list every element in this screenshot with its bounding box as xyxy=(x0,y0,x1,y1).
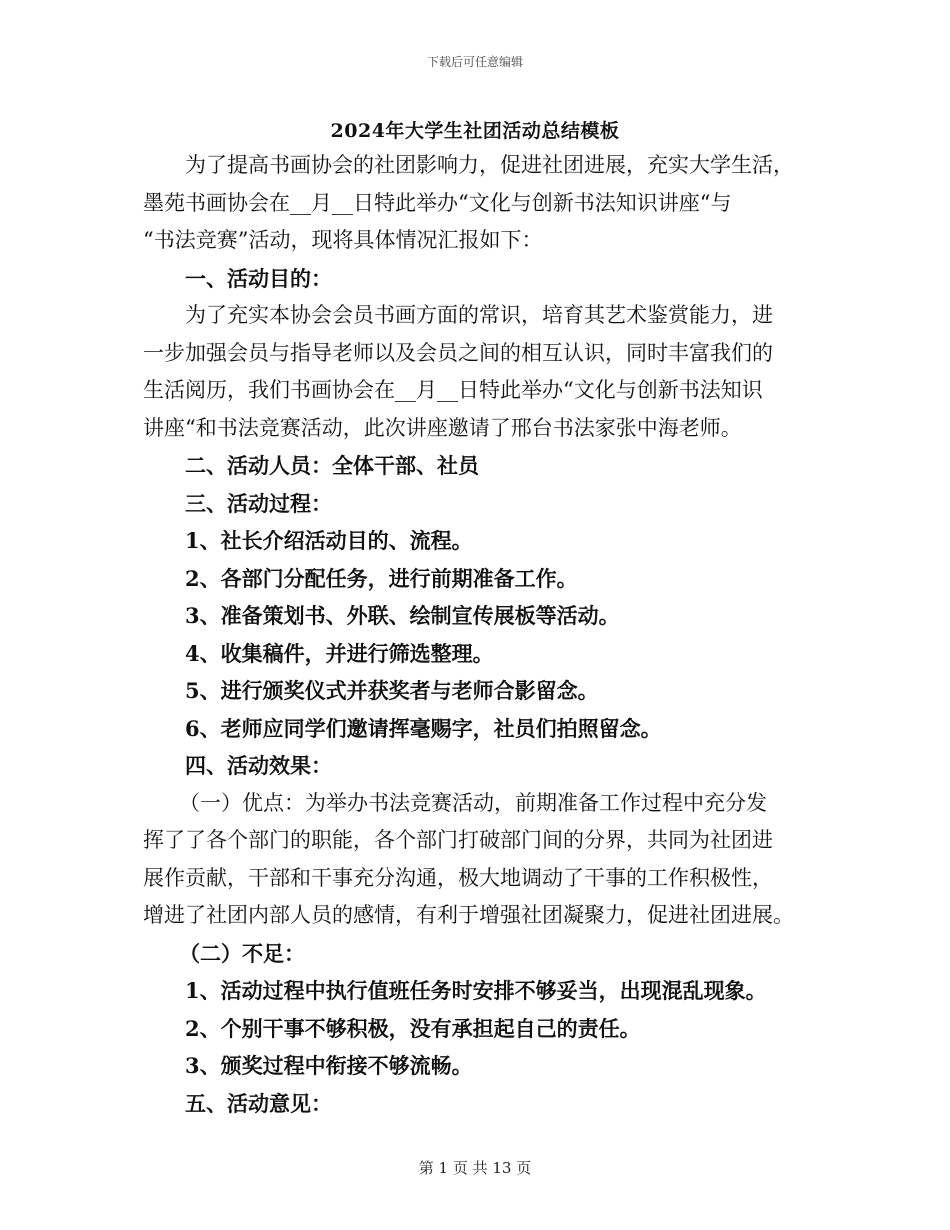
page-header-note: 下载后可任意编辑 xyxy=(426,55,523,69)
process-item: 4、收集稿件，并进行筛选整理。 xyxy=(185,640,494,666)
purpose-line: 生活阅历，我们书画协会在__月__日特此举办“文化与创新书法知识 xyxy=(143,378,763,402)
pros-line: 展作贡献，干部和干事充分沟通，极大地调动了干事的工作积极性， xyxy=(143,865,773,890)
section-heading-process: 三、活动过程： xyxy=(185,490,332,516)
process-item: 1、社长介绍活动目的、流程。 xyxy=(185,528,473,553)
intro-line: 墨苑书画协会在__月__日特此举办“文化与创新书法知识讲座“与 xyxy=(143,190,732,215)
section-heading-purpose: 一、活动目的： xyxy=(185,265,332,291)
page-number: 第 1 页 共 13 页 xyxy=(418,1159,532,1177)
section-heading-opinions: 五、活动意见： xyxy=(185,1090,332,1116)
process-item: 6、老师应同学们邀请挥毫赐字，社员们拍照留念。 xyxy=(185,715,662,741)
intro-line: “书法竞赛”活动，现将具体情况汇报如下： xyxy=(143,228,543,252)
cons-item: 2、个别干事不够积极，没有承担起自己的责任。 xyxy=(185,1015,641,1041)
pros-line: （一）优点：为举办书法竞赛活动，前期准备工作过程中充分发 xyxy=(179,790,767,815)
process-item: 5、进行颁奖仪式并获奖者与老师合影留念。 xyxy=(185,678,599,703)
cons-item: 3、颁奖过程中衔接不够流畅。 xyxy=(185,1053,473,1078)
document-title: 2024年大学生社团活动总结模板 xyxy=(330,120,620,142)
pros-line: 增进了社团内部人员的感情，有利于增强社团凝聚力，促进社团进展。 xyxy=(143,903,794,927)
intro-line: 为了提高书画协会的社团影响力，促进社团进展，充实大学生活， xyxy=(185,153,794,177)
purpose-line: 一步加强会员与指导老师以及会员之间的相互认识，同时丰富我们的 xyxy=(143,340,773,365)
section-heading-members: 二、活动人员：全体干部、社员 xyxy=(185,453,479,478)
pros-line: 挥了了各个部门的职能，各个部门打破部门间的分界，共同为社团进 xyxy=(143,828,773,852)
document-body xyxy=(143,147,813,1122)
purpose-line: 讲座“和书法竞赛活动，此次讲座邀请了邢台书法家张中海老师。 xyxy=(143,415,742,440)
cons-heading: （二）不足： xyxy=(179,940,305,966)
process-item: 3、准备策划书、外联、绘制宣传展板等活动。 xyxy=(185,603,620,628)
section-heading-effects: 四、活动效果： xyxy=(185,753,332,778)
cons-item: 1、活动过程中执行值班任务时安排不够妥当，出现混乱现象。 xyxy=(185,978,767,1003)
process-item: 2、各部门分配任务，进行前期准备工作。 xyxy=(185,565,578,591)
purpose-line: 为了充实本协会会员书画方面的常识，培育其艺术鉴赏能力，进 xyxy=(185,303,773,327)
